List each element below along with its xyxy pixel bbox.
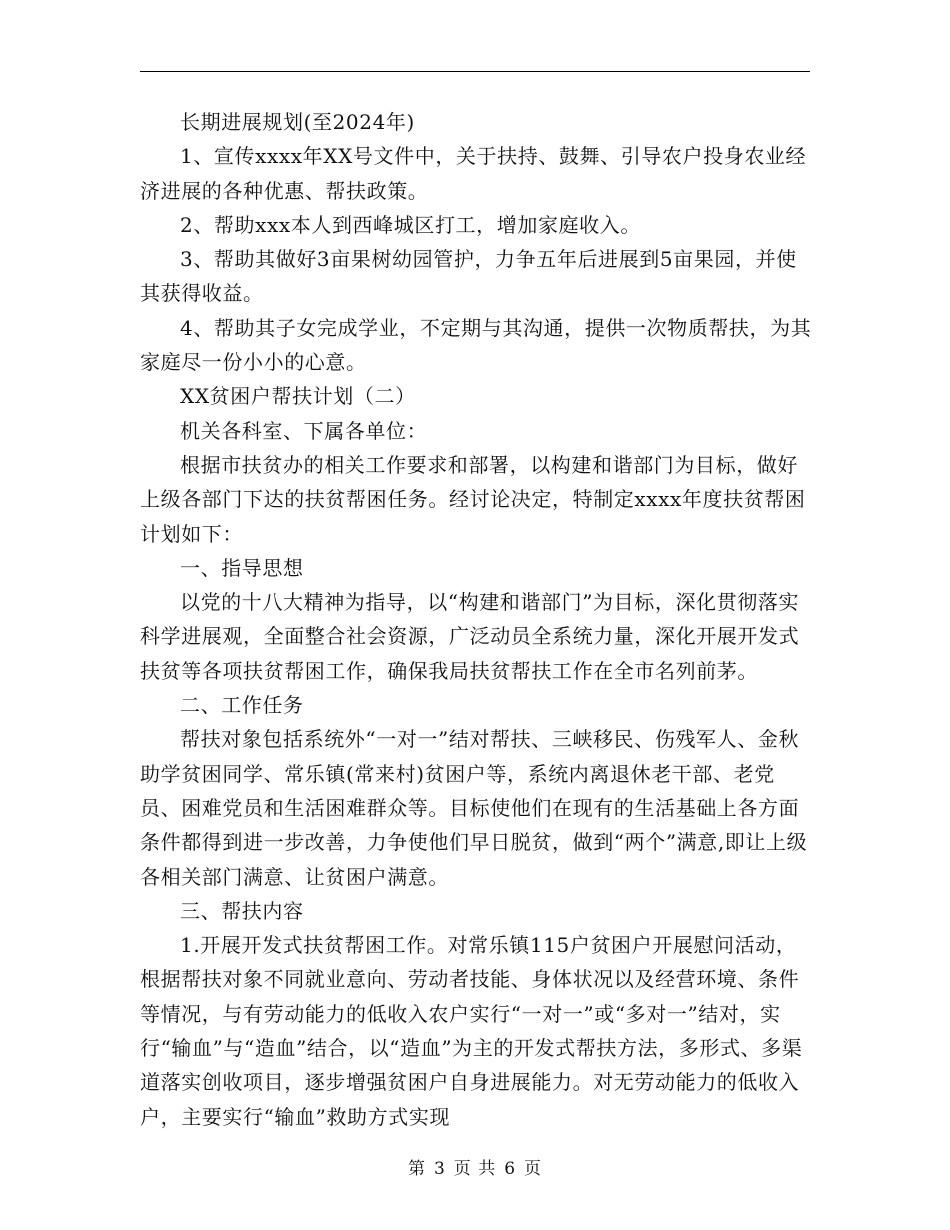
page-number: 3 bbox=[433, 1159, 446, 1179]
paragraph: 根据市扶贫办的相关工作要求和部署，以构建和谐部门为目标，做好上级各部门下达的扶贫帮困任务。经讨论决定，特制定xxxx年度扶贫帮困计划如下： bbox=[140, 452, 806, 546]
document-body bbox=[140, 105, 812, 1134]
page-footer bbox=[0, 1154, 950, 1179]
paragraph: 2、帮助xxx本人到西峰城区打工，增加家庭收入。 bbox=[180, 212, 641, 237]
heading: 一、指导思想 bbox=[180, 555, 304, 580]
heading: 三、帮扶内容 bbox=[180, 898, 304, 923]
footer-middle: 页 共 bbox=[453, 1159, 497, 1179]
section-title: XX贫困户帮扶计划（二） bbox=[180, 384, 416, 409]
paragraph: 长期进展规划(至2024年) bbox=[180, 110, 415, 134]
paragraph: 帮扶对象包括系统外“一对一”结对帮扶、三峡移民、伤残军人、金秋助学贫困同学、常乐镇(常来村)贫困户等，系统内离退休老干部、老党员、困难党员和生活困难群众等。目标使他们在现有的生活基础上各方面条件都得到进一步改善，力争使他们早日脱贫，做到“两个”满意,即让上级各相关部门满意、让贫困户满意。 bbox=[140, 727, 808, 889]
paragraph: 4、帮助其子女完成学业，不定期与其沟通，提供一次物质帮扶，为其家庭尽一份小小的心意。 bbox=[140, 315, 812, 375]
header-rule bbox=[140, 71, 810, 72]
paragraph: 以党的十八大精神为指导，以“构建和谐部门”为目标，深化贯彻落实科学进展观，全面整合社会资源，广泛动员全系统力量，深化开展开发式扶贫等各项扶贫帮困工作，确保我局扶贫帮扶工作在全市名列前茅。 bbox=[140, 590, 800, 683]
paragraph: 3、帮助其做好3亩果树幼园管护，力争五年后进展到5亩果园，并使其获得收益。 bbox=[140, 247, 797, 306]
page-total: 6 bbox=[504, 1159, 517, 1179]
salutation: 机关各科室、下属各单位： bbox=[180, 418, 428, 443]
footer-suffix: 页 bbox=[524, 1159, 543, 1179]
paragraph: 1、宣传xxxx年XX号文件中，关于扶持、鼓舞、引导农户投身农业经济进展的各种优惠、帮扶政策。 bbox=[140, 144, 807, 203]
paragraph: 1.开展开发式扶贫帮困工作。对常乐镇115户贫困户开展慰问活动，根据帮扶对象不同就业意向、劳动者技能、身体状况以及经营环境、条件等情况，与有劳动能力的低收入农户实行“一对一”或“多对一”结对，实行“输血”与“造血”结合，以“造血”为主的开发式帮扶方法，多形式、多渠道落实创收项目，逐步增强贫困户自身进展能力。对无劳动能力的低收入户，主要实行“输血”救助方式实现 bbox=[140, 933, 803, 1129]
footer-prefix: 第 bbox=[407, 1159, 426, 1179]
heading: 二、工作任务 bbox=[180, 693, 304, 718]
